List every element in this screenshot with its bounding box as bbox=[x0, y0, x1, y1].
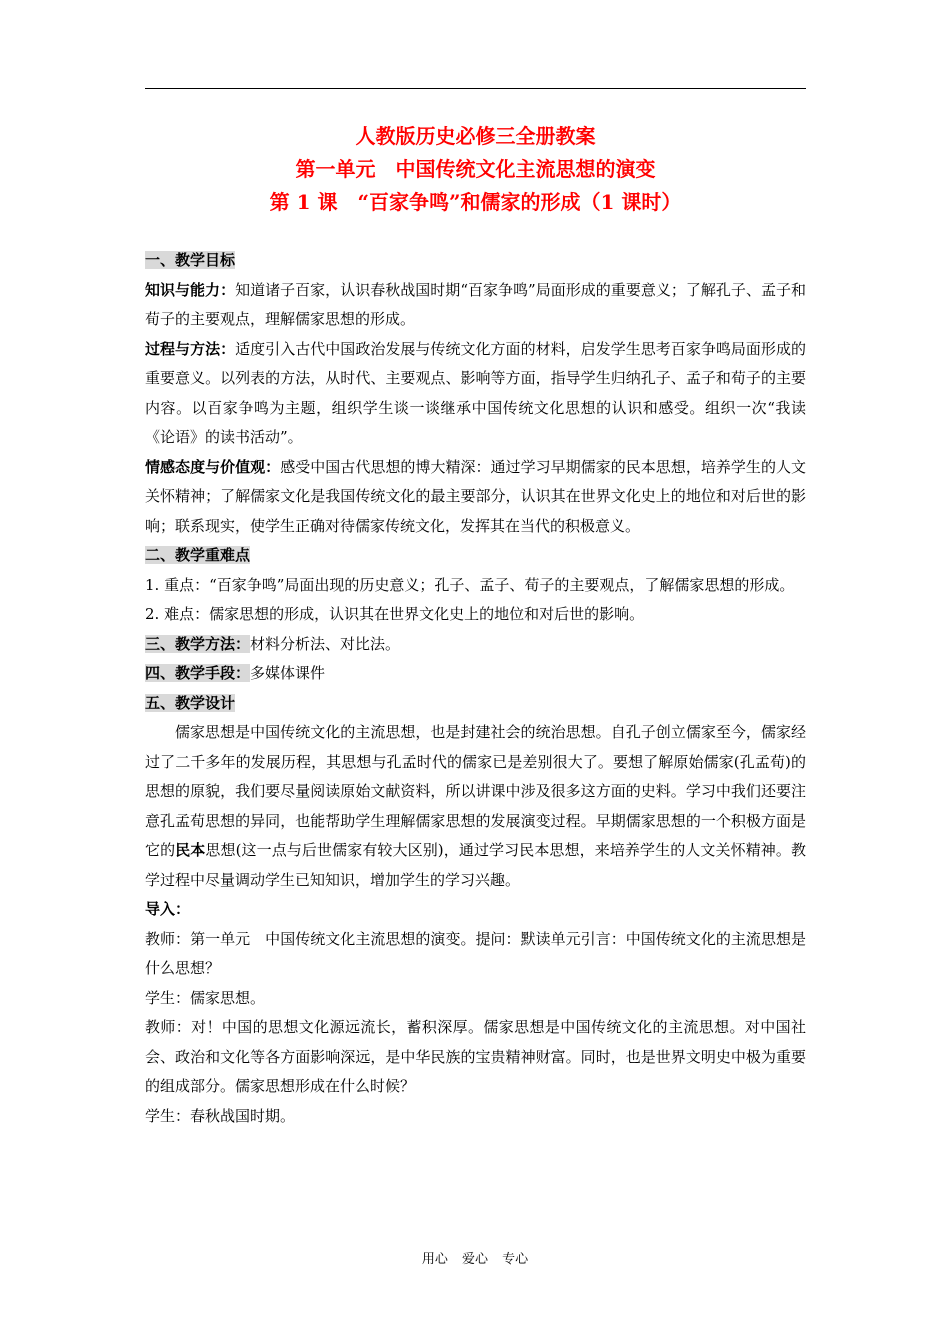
emotion-text: 感受中国古代思想的博大精深：通过学习早期儒家的民本思想，培养学生的人文关怀精神；了解儒家文化是我国传统文化的最主要部分，认识其在世界文化史上的地位和对后世的影响；联系现实，使学生正确对待儒家传统文化，发挥其在当代的积极意义。 bbox=[145, 457, 806, 535]
design-bold-term: 民本 bbox=[175, 841, 206, 859]
process-text: 适度引入古代中国政治发展与传统文化方面的材料，启发学生思考百家争鸣局面形成的重要意义。以列表的方法，从时代、主要观点、影响等方面，指导学生归纳孔子、孟子和荀子的主要内容。以百家争鸣为主题，组织学生谈一谈继承中国传统文化思想的认识和感受。组织一次“我读《论语》的读书活动”。 bbox=[145, 339, 806, 446]
intro-heading: 导入： bbox=[145, 900, 191, 918]
teaching-method bbox=[145, 630, 806, 660]
means-text: 多媒体课件 bbox=[250, 664, 326, 682]
unit-title: 第一单元 中国传统文化主流思想的演变 bbox=[295, 157, 656, 181]
document-titles bbox=[145, 120, 806, 219]
dialogue-line: 教师：对！中国的思想文化源远流长，蓄积深厚。儒家思想是中国传统文化的主流思想。对中国社会、政治和文化等各方面影响深远，是中华民族的宝贵精神财富。同时，也是世界文明史中极为重要的组成部分。儒家思想形成在什么时候？ bbox=[145, 1018, 806, 1095]
section-heading-key-points: 二、教学重难点 bbox=[145, 546, 251, 564]
objective-process bbox=[145, 335, 806, 453]
method-text: 材料分析法、对比法。 bbox=[250, 634, 401, 653]
page-footer: 用心 爱心 专心 bbox=[421, 1252, 529, 1267]
objective-knowledge bbox=[145, 276, 806, 335]
section-heading-design: 五、教学设计 bbox=[145, 693, 236, 712]
dialogue-line: 学生：春秋战国时期。 bbox=[145, 1106, 296, 1125]
header-rule bbox=[145, 88, 806, 89]
lesson-title: 第 1 课 “百家争鸣”和儒家的形成（1 课时） bbox=[269, 190, 682, 214]
section-heading-objectives: 一、教学目标 bbox=[145, 251, 236, 269]
process-label: 过程与方法： bbox=[145, 339, 236, 358]
dialogue-line: 教师：第一单元 中国传统文化主流思想的演变。提问：默读单元引言：中国传统文化的主流思想是什么思想？ bbox=[145, 929, 806, 977]
knowledge-text: 知道诸子百家，认识春秋战国时期“百家争鸣”局面形成的重要意义；了解孔子、孟子和荀子的主要观点，理解儒家思想的形成。 bbox=[145, 280, 806, 328]
method-heading: 三、教学方法： bbox=[145, 634, 251, 653]
emotion-label: 情感态度与价值观： bbox=[145, 457, 281, 476]
means-heading: 四、教学手段： bbox=[145, 664, 251, 682]
knowledge-label: 知识与能力： bbox=[145, 280, 236, 299]
book-title: 人教版历史必修三全册教案 bbox=[355, 124, 596, 148]
teaching-means bbox=[145, 659, 806, 689]
objective-emotion bbox=[145, 453, 806, 542]
document-body bbox=[145, 246, 806, 1131]
key-point: 1. 重点：“百家争鸣”局面出现的历史意义；孔子、孟子、荀子的主要观点，了解儒家思想的形成。 bbox=[145, 575, 795, 594]
design-paragraph: 儒家思想是中国传统文化的主流思想，也是封建社会的统治思想。自孔子创立儒家至今，儒家经过了二千多年的发展历程，其思想与孔孟时代的儒家已是差别很大了。要想了解原始儒家(孔孟荀)的思想的原貌，我们要尽量阅读原始文献资料，所以讲课中涉及很多这方面的史料。学习中我们还要注意孔孟荀思想的异同，也能帮助学生理解儒家思想的发展演变过程。早期儒家思想的一个积极方面是它的民本思想(这一点与后世儒家有较大区别)，通过学习民本思想，来培养学生的人文关怀精神。教学过程中尽量调动学生已知知识，增加学生的学习兴趣。 bbox=[145, 723, 806, 889]
difficult-point: 2. 难点：儒家思想的形成，认识其在世界文化史上的地位和对后世的影响。 bbox=[145, 605, 645, 623]
dialogue-line: 学生：儒家思想。 bbox=[145, 988, 266, 1007]
